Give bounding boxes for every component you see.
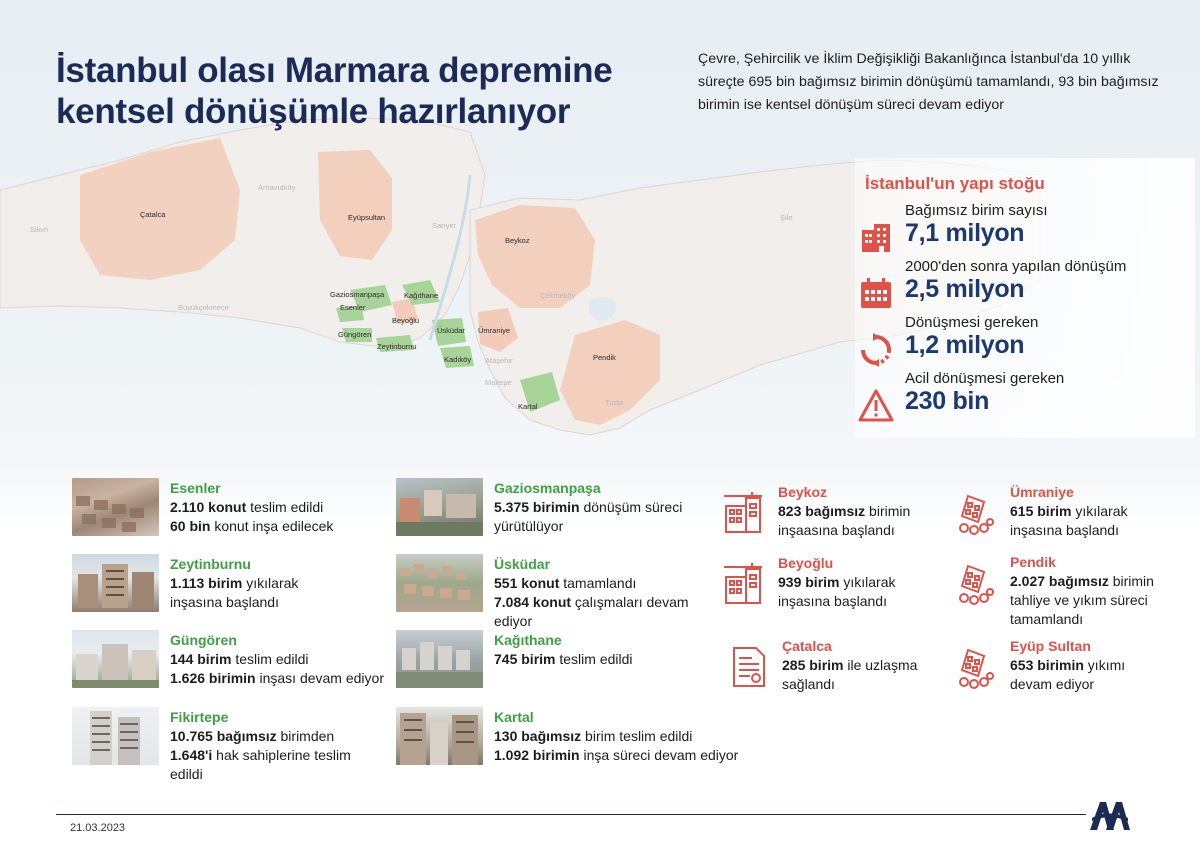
card-line-1: 130 bağımsız birim teslim edildi (494, 728, 693, 744)
map-label-silivri: Silivri (30, 225, 48, 234)
card-pendik (954, 554, 1184, 627)
card-eyup-sultan (954, 638, 1184, 708)
map-label-atasehir: Ataşehir (485, 356, 513, 365)
card-line-1: 144 birim teslim edildi (170, 651, 309, 667)
card-name: Esenler (170, 480, 221, 496)
card-line-3: ediyor (494, 613, 533, 629)
map-label-zeytinburnu: Zeytinburnu (377, 342, 417, 351)
map-label-kadikoy: Kadıköy (444, 355, 472, 364)
card-line-2: 7.084 konut çalışmaları devam (494, 594, 689, 610)
map-label-uskudar: Üsküdar (437, 326, 465, 335)
card-line-1: 615 birim yıkılarak (1010, 503, 1128, 519)
zeytinburnu-photo (72, 554, 159, 612)
document-icon (726, 644, 772, 690)
map-label-sile: Şile (780, 213, 793, 222)
card-esenler (72, 478, 392, 548)
map-label-cekmekoy: Çekmeköy (540, 291, 576, 300)
map-label-sariyer: Sarıyer (432, 221, 457, 230)
warning-icon (858, 388, 894, 424)
map-label-kartal: Kartal (518, 402, 538, 411)
stat-value: 230 bin (905, 387, 990, 415)
demolition-icon (954, 560, 1000, 606)
map-label-catalca: Çatalca (140, 210, 166, 219)
map-label-kagithane: Kağıthane (404, 291, 439, 300)
card-line-1: 653 birimin yıkımı (1010, 657, 1126, 673)
intro-text: Çevre, Şehircilik ve İklim Değişikliği Bakanlığınca İstanbul'da 10 yıllık süreçte 695 bin bağımsız birimin dönüşümü tamamlandı, 93 bin bağımsız birimin ise kentsel dönüşüm süreci devam ediyor (698, 51, 1159, 113)
map-label-esenler: Esenler (340, 303, 366, 312)
card-line-1: 10.765 bağımsız birimden (170, 728, 335, 744)
card-name: Çatalca (782, 638, 832, 654)
card-name: Kartal (494, 709, 534, 725)
aa-logo-icon (1088, 796, 1132, 832)
stat-independent-units (855, 202, 1195, 258)
stat-label: Bağımsız birim sayısı (905, 202, 1048, 219)
construction-icon (722, 490, 768, 536)
map-label-beyoglu: Beyoğlu (392, 316, 420, 325)
stat-value: 2,5 milyon (905, 275, 1025, 303)
page-title (56, 50, 696, 132)
stat-value: 7,1 milyon (905, 219, 1025, 247)
card-uskudar (396, 554, 716, 629)
card-line-2: 1.092 birimin inşa süreci devam ediyor (494, 747, 739, 763)
card-name: Ümraniye (1010, 484, 1074, 500)
map-label-maltepe: Maltepe (485, 378, 512, 387)
card-fikirtepe (72, 707, 392, 782)
stat-urgent-transformation (855, 370, 1195, 426)
card-line-2: yürütülüyor (494, 518, 564, 534)
card-line-2: inşaasına başlandı (778, 522, 895, 538)
card-line-1: 2.027 bağımsız birimin (1010, 573, 1154, 589)
card-zeytinburnu (72, 554, 392, 624)
card-line-2: sağlandı (782, 676, 835, 692)
map-label-buyukcekmece: Büyükçekmece (178, 303, 229, 312)
card-beykoz (722, 484, 952, 554)
card-line-2: devam ediyor (1010, 676, 1095, 692)
gaziosmanpasa-photo (396, 478, 483, 536)
card-line-2: inşasına başlandı (1010, 522, 1119, 538)
footer-divider (56, 814, 1086, 815)
card-gungoren (72, 630, 392, 700)
card-name: Eyüp Sultan (1010, 638, 1091, 654)
construction-icon (722, 561, 768, 607)
stat-value: 1,2 milyon (905, 331, 1025, 359)
card-umraniye (954, 484, 1184, 554)
card-catalca (726, 638, 956, 708)
card-line-1: 551 konut tamamlandı (494, 575, 637, 591)
card-line-2: inşasına başlandı (778, 593, 887, 609)
map-label-tuzla: Tuzla (605, 398, 624, 407)
stat-needs-transformation (855, 314, 1195, 370)
stat-label: 2000'den sonra yapılan dönüşüm (905, 258, 1127, 275)
card-kartal (396, 707, 739, 777)
stat-label: Acil dönüşmesi gereken (905, 370, 1065, 387)
kagithane-photo (396, 630, 483, 688)
card-name: Kağıthane (494, 632, 562, 648)
map-label-umraniye: Ümraniye (478, 326, 511, 335)
card-name: Beyoğlu (778, 555, 834, 571)
title-line-1: İstanbul olası Marmara depremine (56, 51, 613, 90)
card-line-2: 1.626 birimin inşası devam ediyor (170, 670, 384, 686)
card-beyoglu (722, 555, 952, 625)
building-stock-panel (855, 158, 1195, 438)
uskudar-photo (396, 554, 483, 612)
card-line-1: 745 birim teslim edildi (494, 651, 633, 667)
card-line-2: inşasına başlandı (170, 594, 279, 610)
map-label-beykoz: Beykoz (505, 236, 530, 245)
title-line-2: kentsel dönüşümle hazırlanıyor (56, 92, 571, 131)
card-line-1: 1.113 birim yıkılarak (170, 575, 299, 591)
esenler-photo (72, 478, 159, 536)
card-line-2: tahliye ve yıkım süreci (1010, 592, 1148, 608)
card-name: Gaziosmanpaşa (494, 480, 601, 496)
card-name: Üsküdar (494, 556, 551, 572)
map-label-arnavutkoy: Arnavutköy (258, 183, 296, 192)
card-name: Beykoz (778, 484, 828, 500)
refresh-icon (858, 332, 894, 368)
card-name: Güngören (170, 632, 237, 648)
card-name: Zeytinburnu (170, 556, 251, 572)
map-label-eyupsultan: Eyüpsultan (348, 213, 386, 222)
stat-label: Dönüşmesi gereken (905, 314, 1039, 331)
card-line-1: 5.375 birimin dönüşüm süreci (494, 499, 683, 515)
kartal-photo (396, 707, 483, 765)
card-kagithane (396, 630, 716, 700)
card-line-1: 823 bağımsız birimin (778, 503, 911, 519)
card-line-2: 60 bin konut inşa edilecek (170, 518, 334, 534)
card-gaziosmanpasa (396, 478, 716, 548)
card-line-3: edildi (170, 766, 203, 782)
map-label-gaziosmanpasa: Gaziosmanpaşa (330, 290, 385, 299)
gungoren-photo (72, 630, 159, 688)
map-label-gungoren: Güngören (338, 330, 372, 339)
building-icon (858, 220, 894, 256)
card-line-2: 1.648'i hak sahiplerine teslim (170, 747, 351, 763)
fikirtepe-photo (72, 707, 159, 765)
demolition-icon (954, 644, 1000, 690)
publish-date: 21.03.2023 (70, 822, 126, 834)
card-name: Fikirtepe (170, 709, 229, 725)
stock-title: İstanbul'un yapı stoğu (865, 174, 1045, 193)
card-line-3: tamamlandı (1010, 611, 1084, 627)
stat-transformation-since-2000 (855, 258, 1195, 314)
card-line-1: 2.110 konut teslim edildi (170, 499, 324, 515)
calendar-icon (858, 276, 894, 312)
demolition-icon (954, 490, 1000, 536)
card-name: Pendik (1010, 554, 1056, 570)
card-line-1: 939 birim yıkılarak (778, 574, 896, 590)
card-line-1: 285 birim ile uzlaşma (782, 657, 918, 673)
map-label-pendik: Pendik (593, 353, 616, 362)
